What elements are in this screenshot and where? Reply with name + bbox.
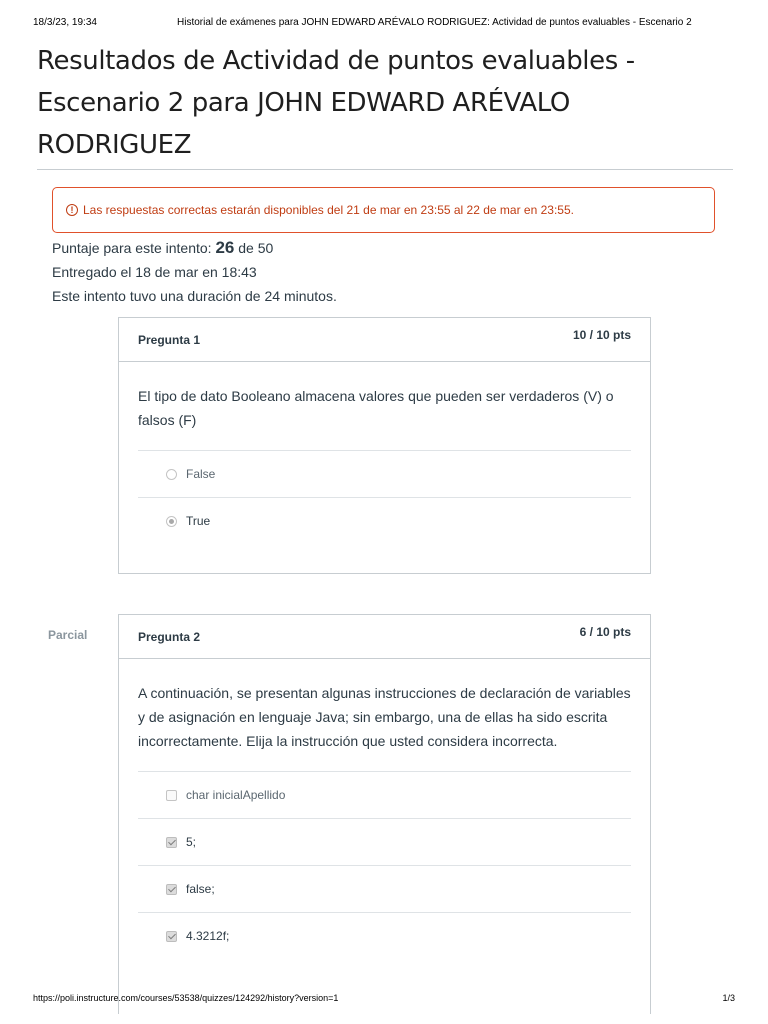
answer-list: [138, 450, 631, 544]
question-text: El tipo de dato Booleano almacena valores que pueden ser verdaderos (V) o falsos (F): [138, 388, 614, 428]
submitted-line: Entregado el 18 de mar en 18:43: [52, 264, 257, 280]
answer-label: char inicialApellido: [186, 788, 286, 802]
answer-list: [138, 771, 631, 959]
print-header: [33, 17, 735, 31]
checkbox-checked-icon: [166, 884, 177, 895]
partial-credit-label: Parcial: [48, 628, 88, 642]
question-points: 6 / 10 pts: [579, 625, 631, 639]
warning-icon: !: [66, 204, 78, 216]
page-url: https://poli.instructure.com/courses/53538/quizzes/124292/history?version=1: [33, 993, 339, 1003]
answer-label: True: [186, 514, 211, 528]
question-text: A continuación, se presentan algunas instrucciones de declaración de variables y de asignación en lenguaje Java; sin embargo, una de ellas ha sido escrita incorrectamente. Elija la instrucción que usted considera incorrecta.: [138, 685, 631, 749]
answer-label: 4.3212f;: [186, 929, 230, 943]
question-header: [119, 318, 650, 362]
score-value: 26: [215, 238, 235, 257]
answer-label: False: [186, 467, 216, 481]
question-1: [118, 317, 651, 574]
score-label: Puntaje para este intento:: [52, 240, 216, 256]
question-points: 10 / 10 pts: [572, 328, 631, 342]
attempt-summary: [52, 236, 337, 308]
score-total: de 50: [234, 240, 274, 256]
checkbox-unchecked-icon: [166, 790, 177, 801]
radio-selected-icon: [166, 516, 177, 527]
question-2: [118, 614, 651, 1014]
radio-unselected-icon: [166, 469, 177, 480]
answer-option[interactable]: [138, 771, 631, 818]
question-header: [119, 615, 650, 659]
alert-text: Las respuestas correctas estarán disponibles del 21 de mar en 23:55 al 22 de mar en 23:55.: [83, 203, 574, 217]
answer-option[interactable]: [138, 450, 631, 497]
answer-option[interactable]: [138, 912, 631, 959]
score-line: [52, 236, 337, 260]
page-title: Resultados de Actividad de puntos evaluables - Escenario 2 para JOHN EDWARD ARÉVALO RODRIGUEZ: [37, 46, 635, 160]
print-date: 18/3/23, 19:34: [33, 17, 97, 28]
correct-answers-alert: [52, 187, 715, 233]
print-page-title: Historial de exámenes para JOHN EDWARD ARÉVALO RODRIGUEZ: Actividad de puntos evaluables - Escenario 2: [177, 17, 692, 28]
question-name: Pregunta 1: [138, 333, 201, 347]
page-number: 1/3: [722, 993, 735, 1003]
checkbox-checked-icon: [166, 931, 177, 942]
question-name: Pregunta 2: [138, 630, 201, 644]
answer-label: 5;: [186, 835, 197, 849]
answer-option[interactable]: [138, 865, 631, 912]
answer-option[interactable]: [138, 818, 631, 865]
answer-label: false;: [186, 882, 215, 896]
print-footer: [33, 993, 735, 1007]
duration-line: Este intento tuvo una duración de 24 minutos.: [52, 288, 337, 304]
answer-option[interactable]: [138, 497, 631, 544]
title-divider: [37, 169, 733, 170]
checkbox-checked-icon: [166, 837, 177, 848]
